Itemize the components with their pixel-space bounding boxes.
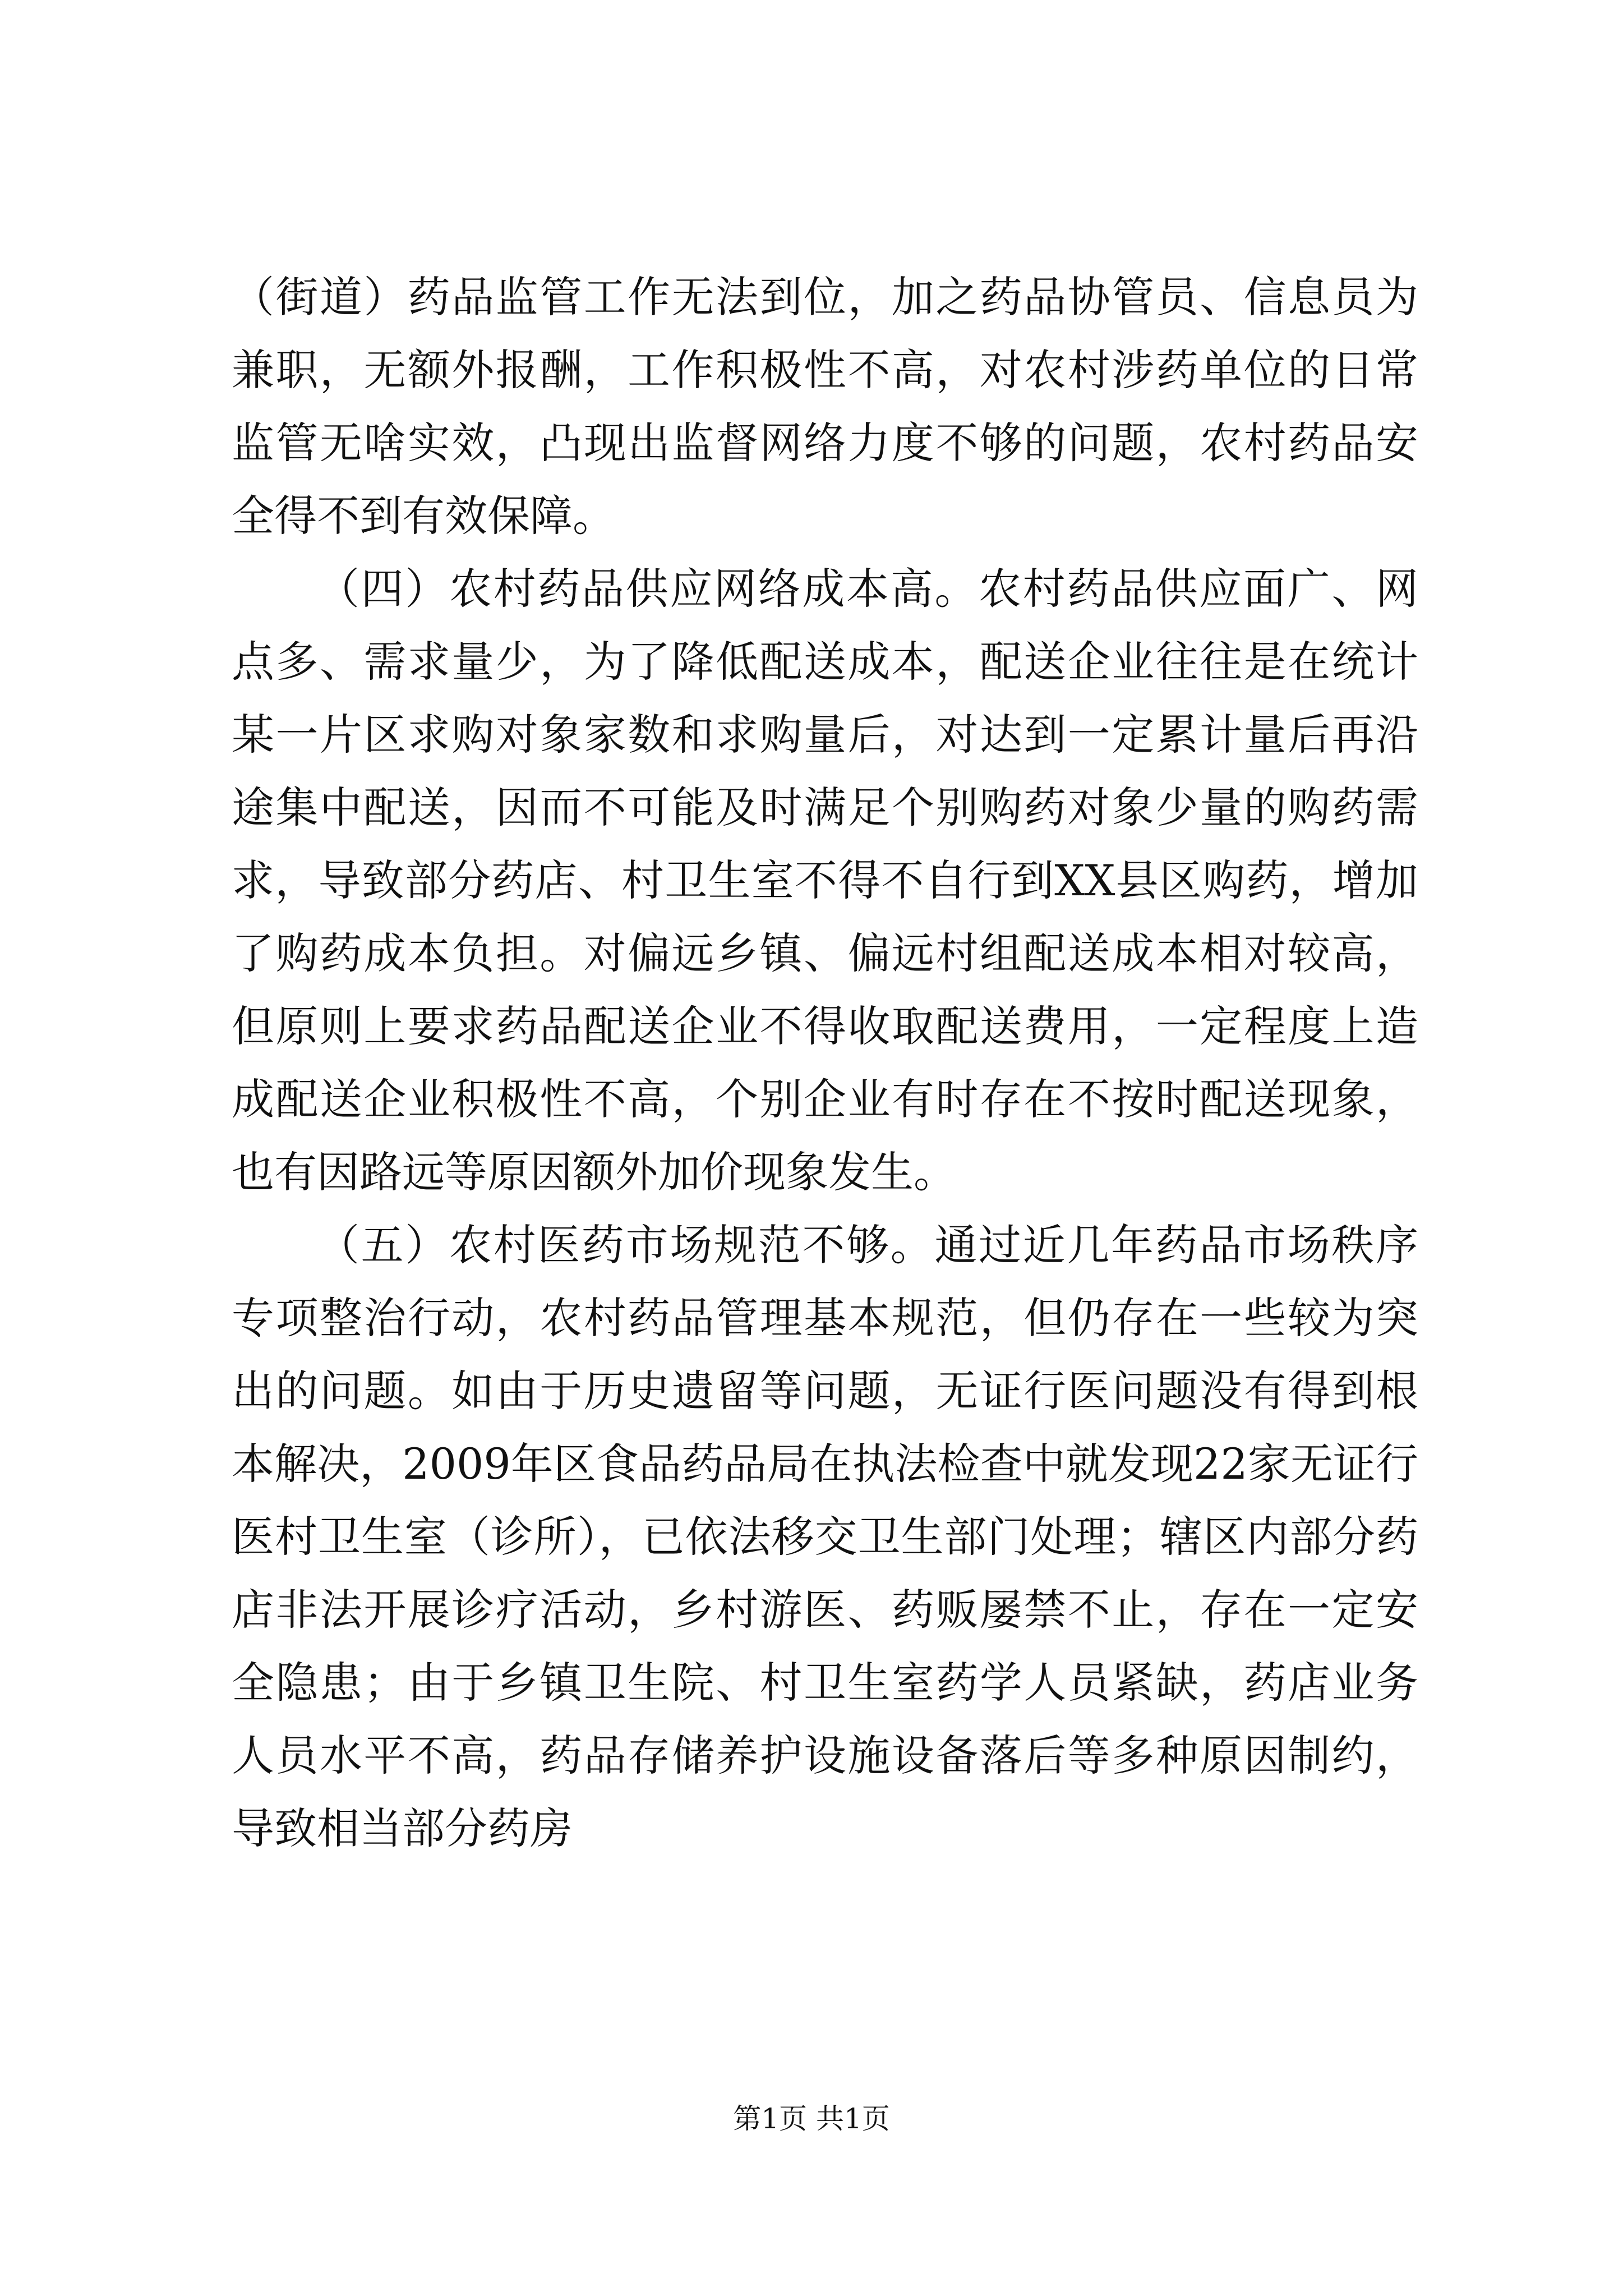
paragraph-continued: （街道）药品监管工作无法到位，加之药品协管员、信息员为兼职，无额外报酬，工作积极性不高，对农村涉药单位的日常监管无啥实效，凸现出监督网络力度不够的问题，农村药品安全得不到有效保障。: [232, 272, 1418, 541]
paragraph-section-four: （四）农村药品供应网络成本高。农村药品供应面广、网点多、需求量少，为了降低配送成本，配送企业往往是在统计某一片区求购对象家数和求购量后，对达到一定累计量后再沿途集中配送，因而不可能及时满足个别购药对象少量的购药需求，导致部分药店、村卫生室不得不自行到XX县区购药，增加了购药成本负担。对偏远乡镇、偏远村组配送成本相对较高，但原则上要求药品配送企业不得收取配送费用，一定程度上造成配送企业积极性不高，个别企业有时存在不按时配送现象，也有因路远等原因额外加价现象发生。: [232, 564, 1418, 1197]
page-footer: 第1页 共1页: [733, 2102, 890, 2135]
paragraph-section-five: （五）农村医药市场规范不够。通过近几年药品市场秩序专项整治行动，农村药品管理基本规范，但仍存在一些较为突出的问题。如由于历史遗留等问题，无证行医问题没有得到根本解决，2009年区食品药品局在执法检查中就发现22家无证行医村卫生室（诊所），已依法移交卫生部门处理；辖区内部分药店非法开展诊疗活动，乡村游医、药贩屡禁不止，存在一定安全隐患；由于乡镇卫生院、村卫生室药学人员紧缺，药店业务人员水平不高，药品存储养护设施设备落后等多种原因制约，导致相当部分药房: [232, 1220, 1418, 1853]
document-body: [232, 261, 1418, 1865]
